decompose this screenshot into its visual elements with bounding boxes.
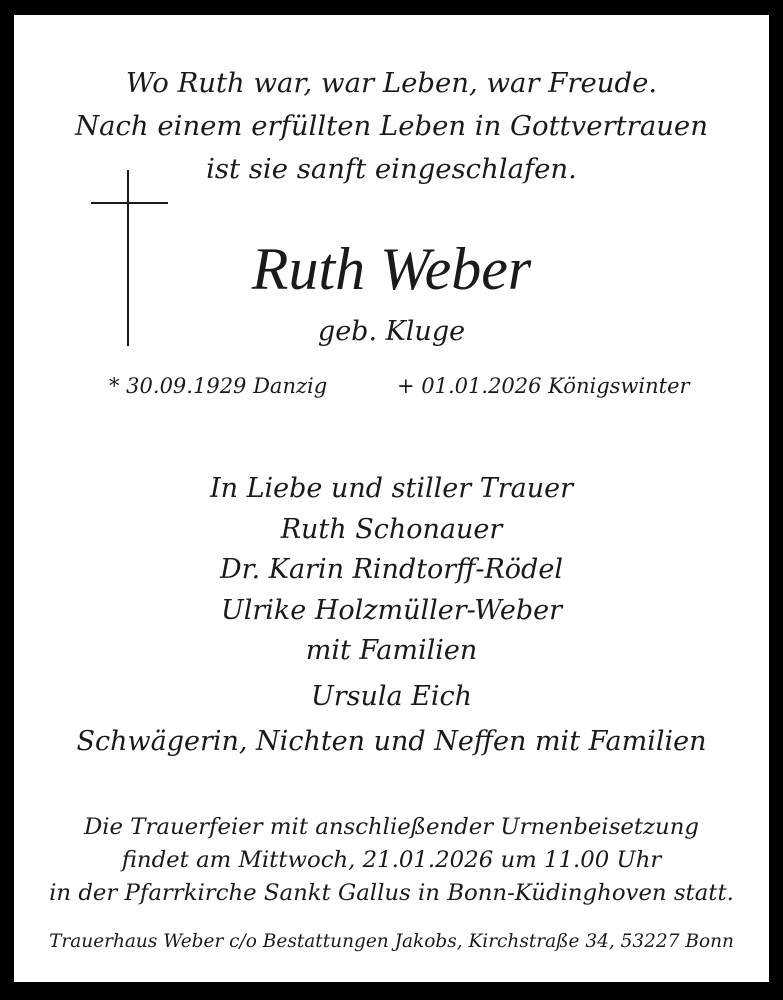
motto-line: Nach einem erfüllten Leben in Gottvertrauen xyxy=(75,110,708,142)
cross-horizontal-bar xyxy=(91,202,168,204)
mourner-name: Ruth Schonauer xyxy=(280,513,503,545)
motto-line: ist sie sanft eingeschlafen. xyxy=(206,153,577,185)
maiden-name: geb. Kluge xyxy=(317,316,466,347)
mourner-name: Ulrike Holzmüller-Weber xyxy=(220,594,562,626)
mourner-name: Ursula Eich xyxy=(310,680,473,712)
mourners-intro: In Liebe und stiller Trauer xyxy=(209,473,574,504)
birth-date: * 30.09.1929 Danzig xyxy=(109,374,328,398)
funeral-info xyxy=(14,811,769,910)
mourners-list xyxy=(14,469,769,763)
death-date: + 01.01.2026 Königswinter xyxy=(397,374,690,398)
mourner-name: mit Familien xyxy=(305,635,478,666)
motto-line: Wo Ruth war, war Leben, war Freude. xyxy=(125,67,658,99)
contact-address: Trauerhaus Weber c/o Bestattungen Jakobs, Kirchstraße 34, 53227 Bonn xyxy=(49,931,734,952)
obituary-card xyxy=(14,15,769,982)
funeral-line: Die Trauerfeier mit anschließender Urnenbeisetzung xyxy=(83,814,700,840)
funeral-line: in der Pfarrkirche Sankt Gallus in Bonn-Küdinghoven statt. xyxy=(49,880,734,906)
deceased-name: Ruth Weber xyxy=(251,236,532,302)
mourner-name: Dr. Karin Rindtorff-Rödel xyxy=(220,554,563,585)
funeral-line: findet am Mittwoch, 21.01.2026 um 11.00 Uhr xyxy=(121,847,662,873)
mourner-name: Schwägerin, Nichten und Neffen mit Familien xyxy=(76,726,707,757)
